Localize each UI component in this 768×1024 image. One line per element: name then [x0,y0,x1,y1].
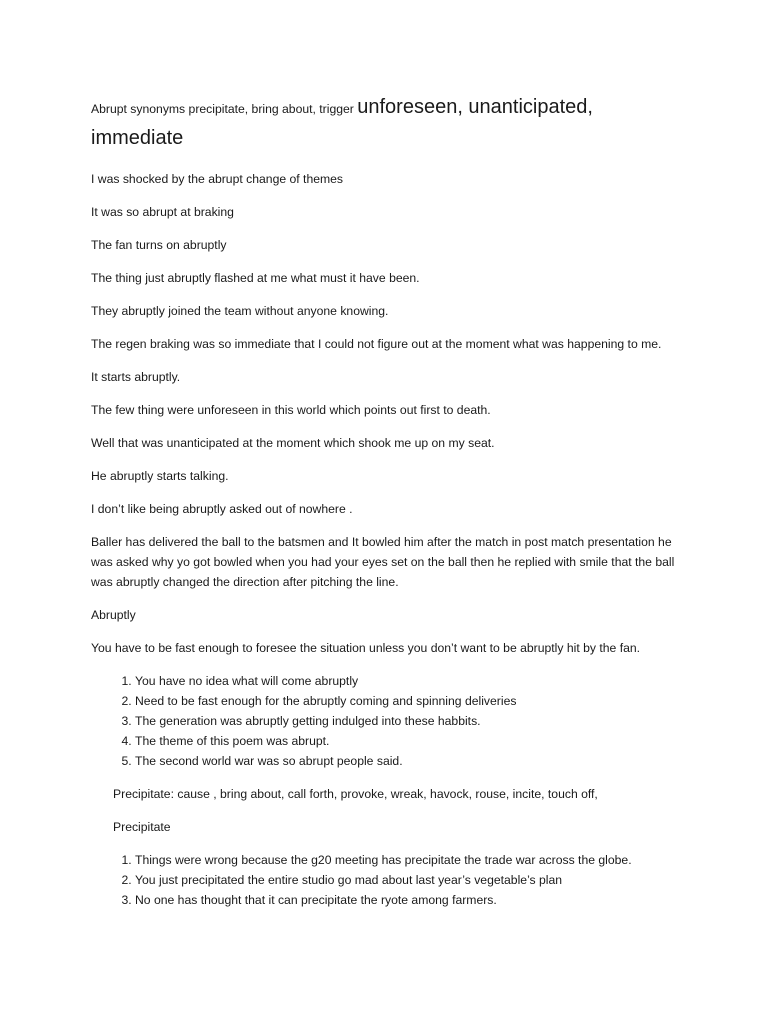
paragraph: The regen braking was so immediate that I could not figure out at the moment what was happening to me. [91,337,662,351]
list-item: 2. Need to be fast enough for the abruptly coming and spinning deliveries [135,691,681,711]
document-heading [91,93,681,155]
precipitate-examples-list [91,850,681,910]
paragraph: You have to be fast enough to foresee the situation unless you don’t want to be abruptly hit by the fan. [91,641,641,655]
paragraph: The fan turns on abruptly [91,238,227,252]
paragraph: I was shocked by the abrupt change of themes [91,172,344,186]
paragraph: The thing just abruptly flashed at me what must it have been. [91,271,420,285]
heading-large-text: unforeseen, unanticipated, immediate [91,96,593,149]
paragraph: The few thing were unforeseen in this world which points out first to death. [91,403,491,417]
section-label-abruptly: Abruptly [91,608,136,622]
paragraph: He abruptly starts talking. [91,469,229,483]
heading-synonyms-text: Abrupt synonyms precipitate, bring about, trigger [91,102,358,116]
list-item: 1. Things were wrong because the g20 meeting has precipitate the trade war across the globe. [135,850,681,870]
list-item: 5. The second world war was so abrupt people said. [135,751,681,771]
document-page [91,93,681,923]
list-item: 3. The generation was abruptly getting indulged into these habbits. [135,711,681,731]
precipitate-synonyms: Precipitate: cause , bring about, call forth, provoke, wreak, havock, rouse, incite, touch off, [113,787,598,801]
list-item: 3. No one has thought that it can precipitate the ryote among farmers. [135,890,681,910]
paragraph: I don’t like being abruptly asked out of nowhere . [91,502,353,516]
list-item: 1. You have no idea what will come abruptly [135,671,681,691]
paragraph: It was so abrupt at braking [91,205,234,219]
abruptly-examples-list [91,671,681,771]
section-label-precipitate: Precipitate [113,820,171,834]
paragraph: Well that was unanticipated at the moment which shook me up on my seat. [91,436,495,450]
paragraph: They abruptly joined the team without anyone knowing. [91,304,389,318]
list-item: 2. You just precipitated the entire studio go mad about last year’s vegetable’s plan [135,870,681,890]
list-item: 4. The theme of this poem was abrupt. [135,731,681,751]
paragraph: It starts abruptly. [91,370,181,384]
paragraph: Baller has delivered the ball to the batsmen and It bowled him after the match in post match presentation he was asked why yo got bowled when you had your eyes set on the ball then he replied with smile that the ball was abruptly changed the direction after pitching the line. [91,535,675,589]
